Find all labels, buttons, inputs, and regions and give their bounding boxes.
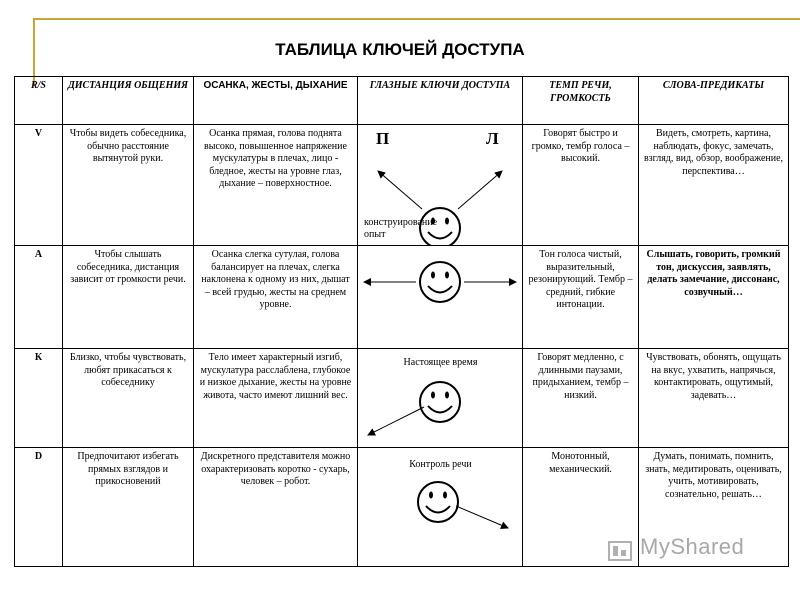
eye-label-right: Л [486,129,499,148]
table-header-row [15,77,789,125]
eye-diagram-a [358,246,523,349]
distance-cell-a: Чтобы слышать собеседника, дистанция зависит от громкости речи. [63,246,194,349]
arrow-up-right [458,171,502,209]
table-row-v [15,125,789,246]
watermark-text: MyShared [640,534,745,559]
header-speech: ТЕМП РЕЧИ, ГРОМКОСТЬ [523,77,639,125]
eye-cell-v [358,125,523,246]
words-cell-k: Чувствовать, обонять, ощущать на вкус, ухватить, напрячься, контактировать, ощутимый, задевать… [639,349,789,448]
header-eyes: ГЛАЗНЫЕ КЛЮЧИ ДОСТУПА [358,77,523,125]
key-cell-k: К [15,349,63,448]
smiley-icon [420,382,460,422]
arrow-down-left [368,407,424,435]
words-cell-v: Видеть, смотреть, картина, наблюдать, фокус, замечать, взгляд, вид, обзор, воображение, перспектива… [639,125,789,246]
speech-cell-v: Говорят быстро и громко, тембр голоса – высокий. [523,125,639,246]
key-cell-a: А [15,246,63,349]
key-cell-v: V [15,125,63,246]
access-keys-table [14,76,789,567]
speech-cell-k: Говорят медленно, с длинными паузами, придыханием, тембр – низкий. [523,349,639,448]
words-cell-d: Думать, понимать, помнить, знать, медитировать, оценивать, учить, мотивировать, сознательно, решать… [639,448,789,567]
smiley-icon [420,262,460,302]
posture-cell-a: Осанка слегка сутулая, голова балансирует на плечах, слегка наклонена к одному из них, дышат – всей грудью, жесты на среднем уровне. [194,246,358,349]
eye-note-v: конструирование опыт [364,217,438,240]
distance-cell-d: Предпочитают избегать прямых взглядов и прикосновений [63,448,194,567]
eye-cell-a [358,246,523,349]
watermark-logo-icon [607,538,641,566]
eye-cell-d [358,448,523,567]
smiley-icon [418,482,458,522]
arrow-up-left [378,171,422,209]
arrow-down-right [456,506,508,528]
distance-cell-k: Близко, чтобы чувствовать, любят прикасаться к собеседнику [63,349,194,448]
header-words: СЛОВА-ПРЕДИКАТЫ [639,77,789,125]
words-cell-a: Слышать, говорить, громкий тон, дискуссия, заявлять, делать замечание, диссонанс, созвучный… [639,246,789,349]
speech-cell-d: Монотонный, механический. [523,448,639,567]
speech-cell-a: Тон голоса чистый, выразительный, резонирующий. Тембр – средний, гибкие интонации. [523,246,639,349]
eye-note-d: Контроль речи [409,459,472,470]
frame-line-horizontal [33,18,800,20]
eye-cell-k [358,349,523,448]
eye-note-k: Настоящее время [403,357,478,368]
key-cell-d: D [15,448,63,567]
eye-label-left: П [376,129,390,148]
header-distance: ДИСТАНЦИЯ ОБЩЕНИЯ [63,77,194,125]
header-rs: R/S [15,77,63,125]
posture-cell-v: Осанка прямая, голова поднята высоко, повышенное напряжение мускулатуры в плечах, лицо - бледное, жесты на уровне глаз, дыхание – поверхностное. [194,125,358,246]
table-row-k [15,349,789,448]
page-title: ТАБЛИЦА КЛЮЧЕЙ ДОСТУПА [275,40,525,59]
header-posture: ОСАНКА, ЖЕСТЫ, ДЫХАНИЕ [194,77,358,125]
distance-cell-v: Чтобы видеть собеседника, обычно расстояние вытянутой руки. [63,125,194,246]
posture-cell-d: Дискретного представителя можно охарактеризовать коротко - сухарь, человек – робот. [194,448,358,567]
posture-cell-k: Тело имеет характерный изгиб, мускулатура расслаблена, глубокое и низкое дыхание, жесты на уровне живота, часто имеют лишний вес. [194,349,358,448]
table-row-a [15,246,789,349]
